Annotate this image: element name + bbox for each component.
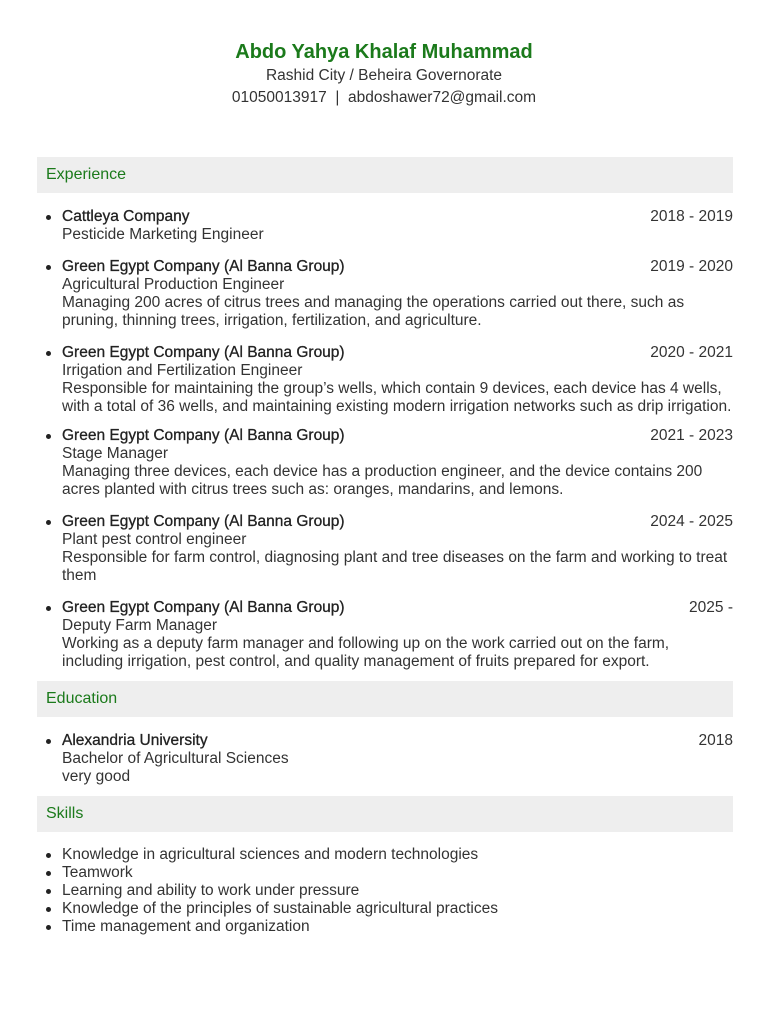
grade: very good [62,768,131,785]
skill-item: Learning and ability to work under pressure [37,882,733,900]
date-range: 2019 - 2020 [650,258,733,275]
list-item [37,731,733,786]
school-name: Alexandria University [62,732,208,749]
date-range: 2025 - [689,599,733,616]
location: Rashid City / Beheira Governorate [265,67,503,84]
list-item [37,512,733,585]
job-title: Agricultural Production Engineer [62,276,285,293]
education-section [37,681,733,786]
job-title: Plant pest control engineer [62,531,247,548]
company-name: Green Egypt Company (Al Banna Group) [62,427,345,444]
graduation-year: 2018 [698,732,733,749]
section-title-education: Education [37,681,733,717]
date-range: 2018 - 2019 [650,208,733,225]
job-title: Irrigation and Fertilization Engineer [62,362,303,379]
list-item [37,207,733,244]
job-title: Pesticide Marketing Engineer [62,226,264,243]
job-description: Working as a deputy farm manager and following up on the work carried out on the farm, including irrigation, pest control, and quality management of fruits prepared for export. [62,635,670,670]
degree: Bachelor of Agricultural Sciences [62,750,289,767]
list-item [37,426,733,499]
company-name: Cattleya Company [62,208,190,225]
experience-section [37,157,733,671]
date-range: 2020 - 2021 [650,344,733,361]
date-range: 2024 - 2025 [650,513,733,530]
list-item [37,343,733,416]
company-name: Green Egypt Company (Al Banna Group) [62,344,345,361]
list-item [37,598,733,671]
section-title-experience: Experience [37,157,733,193]
resume-header [0,0,768,109]
company-name: Green Egypt Company (Al Banna Group) [62,513,345,530]
candidate-name: Abdo Yahya Khalaf Muhammad [235,41,533,63]
skills-section [37,796,733,936]
job-description: Responsible for maintaining the group’s wells, which contain 9 devices, each device has 4 wells, with a total of 36 wells, and maintaining existing modern irrigation networks such as drip irrigation. [62,380,732,415]
list-item [37,257,733,330]
skill-item: Time management and organization [37,918,733,936]
experience-list [37,207,733,671]
section-title-skills: Skills [37,796,733,832]
job-description: Managing 200 acres of citrus trees and managing the operations carried out there, such as pruning, thinning trees, irrigation, fertilization, and agriculture. [62,294,685,329]
job-description: Managing three devices, each device has a production engineer, and the device contains 200 acres planted with citrus trees such as: oranges, mandarins, and lemons. [62,463,703,498]
job-title: Stage Manager [62,445,168,462]
date-range: 2021 - 2023 [650,427,733,444]
education-list [37,731,733,786]
company-name: Green Egypt Company (Al Banna Group) [62,599,345,616]
skill-item: Teamwork [37,864,733,882]
skill-item: Knowledge of the principles of sustainable agricultural practices [37,900,733,918]
skill-item: Knowledge in agricultural sciences and modern technologies [37,846,733,864]
job-title: Deputy Farm Manager [62,617,218,634]
company-name: Green Egypt Company (Al Banna Group) [62,258,345,275]
contact-info: 01050013917 | abdoshawer72@gmail.com [231,89,537,106]
job-description: Responsible for farm control, diagnosing plant and tree diseases on the farm and working to treat them [62,549,728,584]
skills-list [37,846,733,936]
